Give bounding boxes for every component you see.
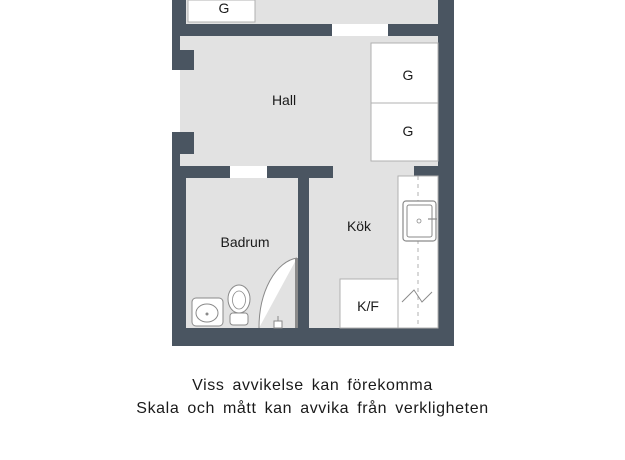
wardrobe-top-label: G (218, 0, 230, 16)
room-label-badrum: Badrum (220, 234, 270, 250)
room-label-kok: Kök (346, 218, 372, 234)
fridge-freezer-label: K/F (357, 298, 379, 314)
wardrobe-2-label: G (402, 123, 414, 139)
sink (403, 201, 436, 241)
floor-drain (274, 321, 282, 328)
wardrobe-1-label: G (402, 67, 414, 83)
disclaimer-line-2: Skala och mått kan avvika från verkligheten (136, 400, 489, 417)
toilet-tank (230, 313, 248, 325)
disclaimer-line-1: Viss avvikelse kan förekomma (192, 377, 433, 394)
door-leaf (295, 258, 298, 328)
washbasin-drain (206, 313, 209, 316)
room-label-hall: Hall (271, 92, 297, 108)
